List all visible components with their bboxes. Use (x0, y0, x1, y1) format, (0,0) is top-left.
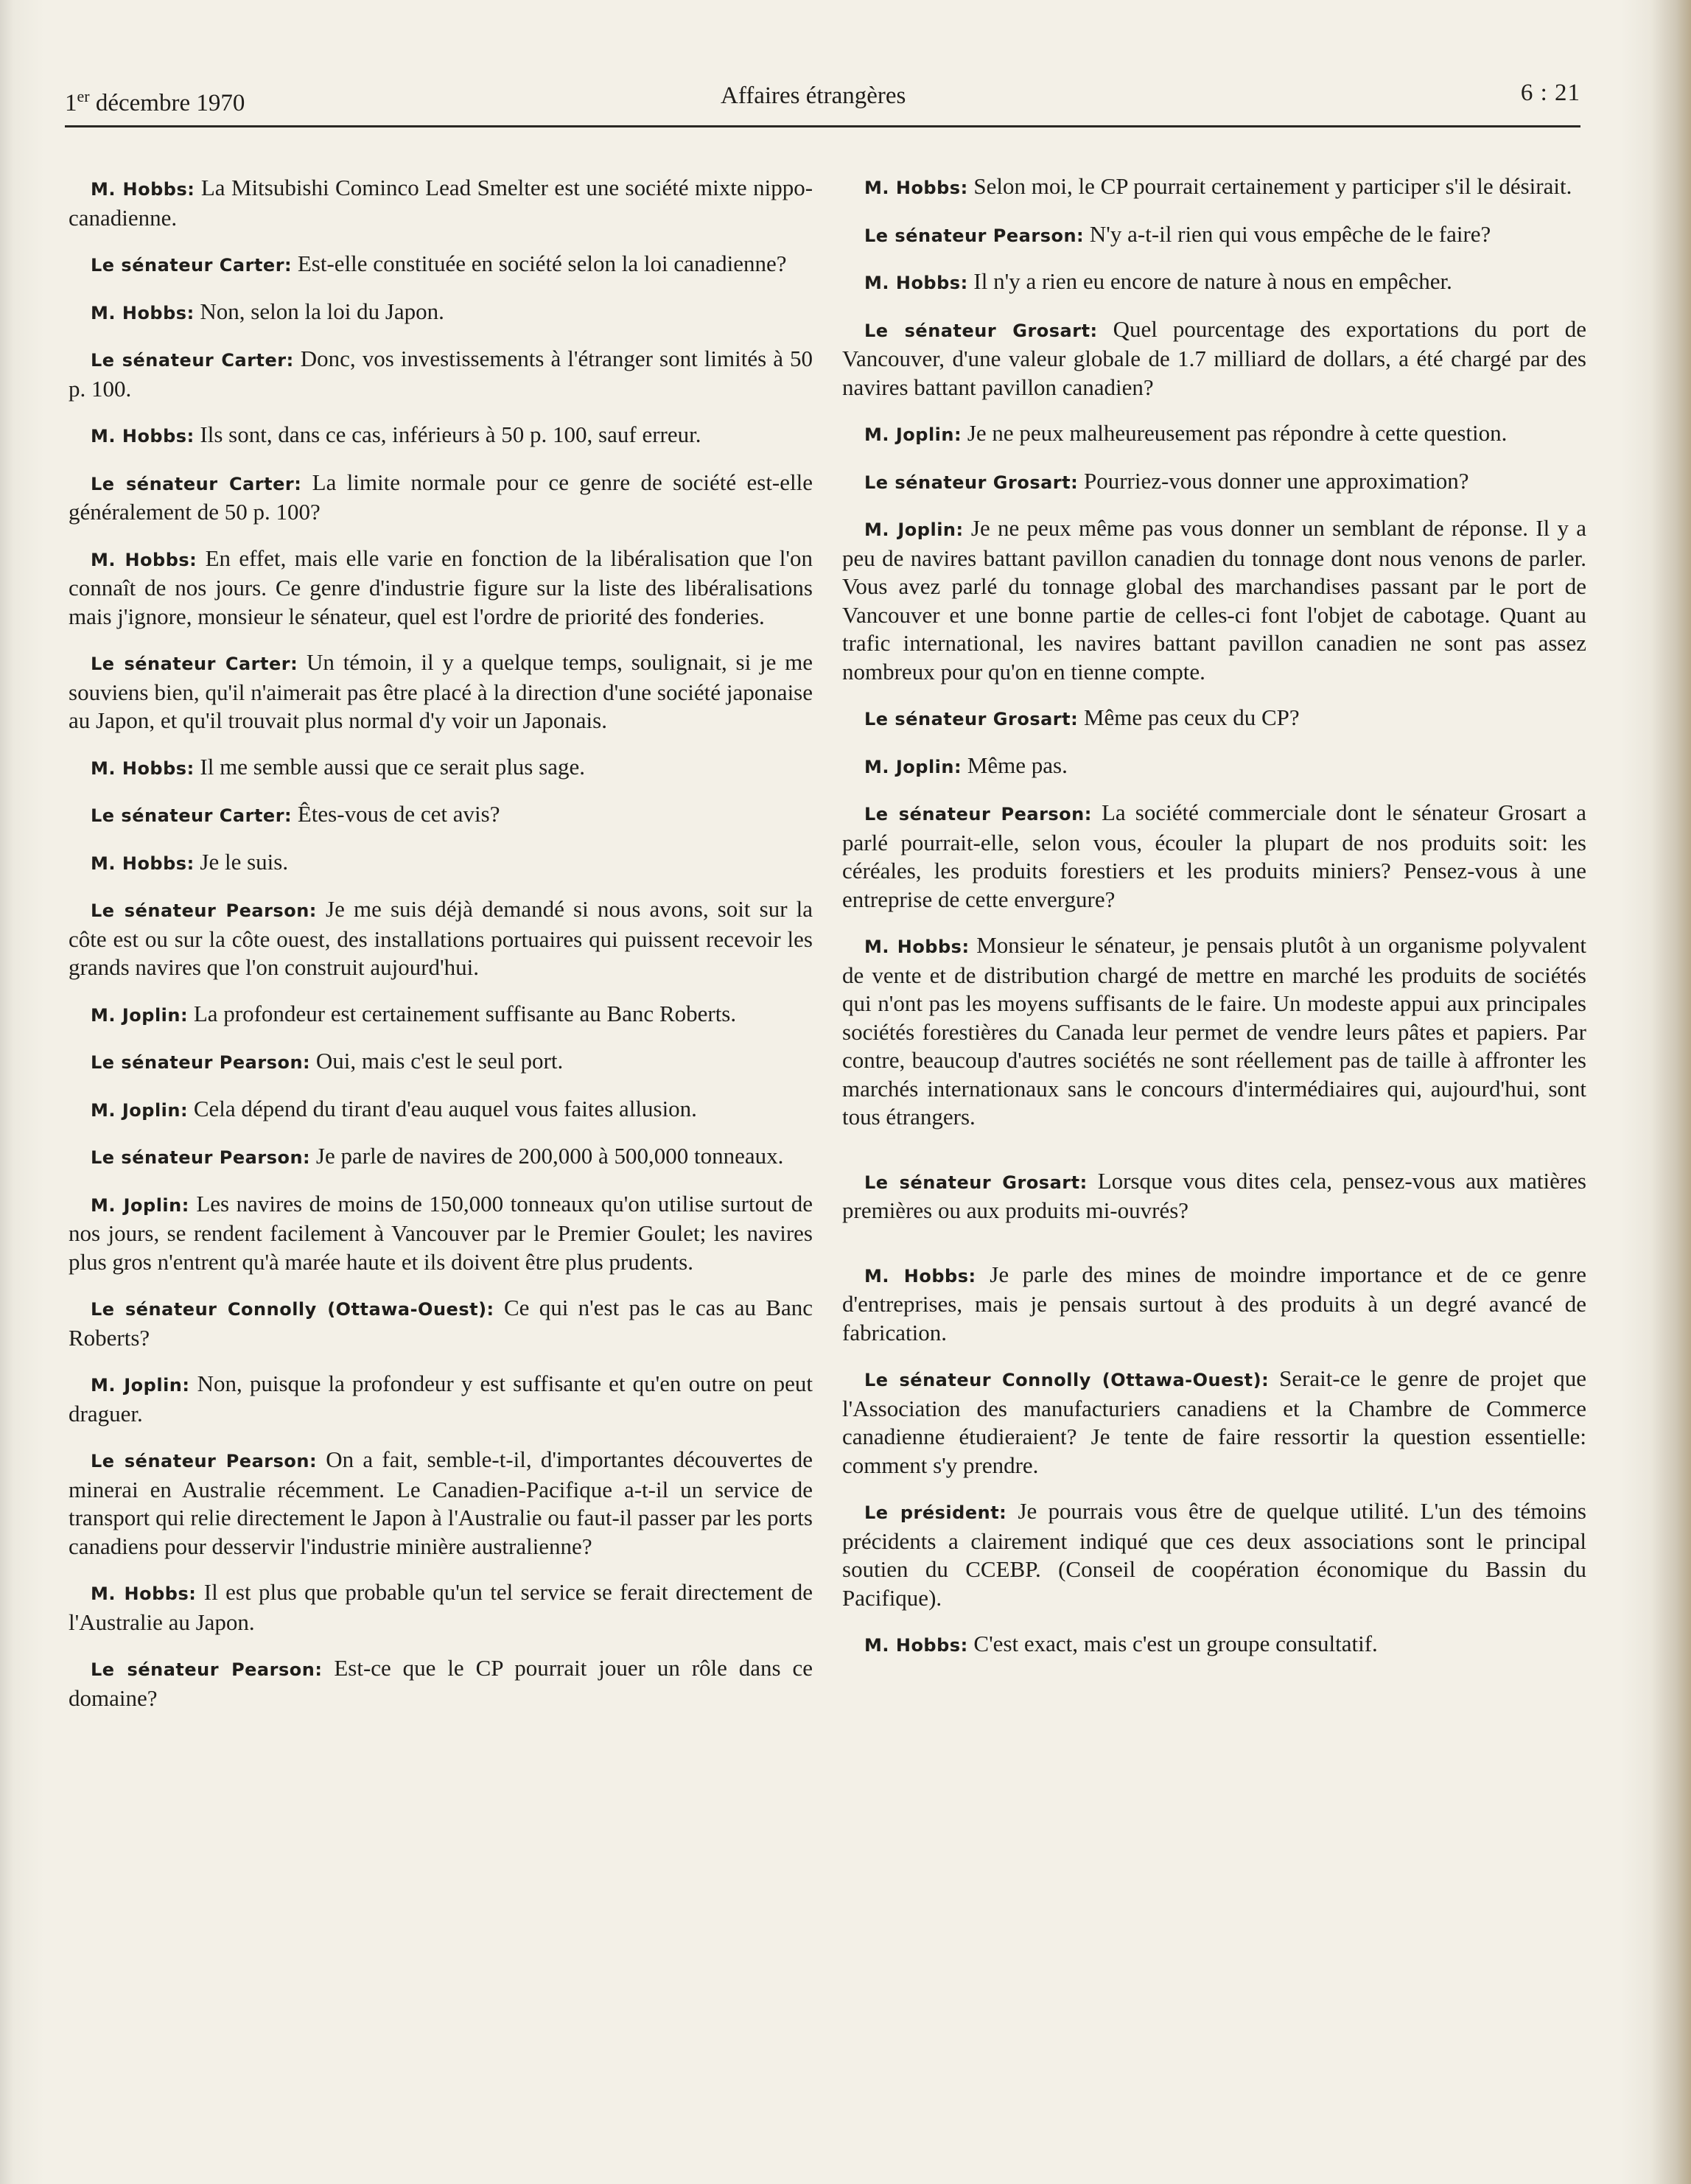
dialogue-paragraph: Le sénateur Pearson: Est-ce que le CP pourrait jouer un rôle dans ce domaine? (69, 1655, 813, 1711)
right-column (842, 172, 1586, 1678)
dialogue-paragraph: M. Hobbs: Il me semble aussi que ce serait plus sage. (91, 753, 585, 780)
dialogue-paragraph: M. Joplin: La profondeur est certainement suffisante au Banc Roberts. (91, 1000, 737, 1026)
dialogue-paragraph: Le sénateur Carter: Un témoin, il y a quelque temps, soulignait, si je me souviens bien, qu'il n'aimerait pas être placé à la direction d'une société japonaise au Japon, et qu'il trouvait plus normal d'y voir un Japonais. (69, 649, 813, 733)
dialogue-paragraph: M. Joplin: Même pas. (864, 752, 1068, 778)
dialogue-paragraph: M. Joplin: Je ne peux même pas vous donner un semblant de réponse. Il y a peu de navires battant pavillon canadien du tonnage dont nous venons de parler. Vous avez parlé du tonnage global des marchandises passant par le port de Vancouver et une bonne partie de celles-ci font l'objet de cabotage. Quant au trafic international, les navires battant pavillon canadien ne sont pas assez nombreux pour qu'on en tienne compte. (842, 515, 1587, 685)
dialogue-paragraph: Le sénateur Pearson: La société commerciale dont le sénateur Grosart a parlé pourrait-elle, selon vous, écouler la plupart de nos produits soit: les céréales, les produits forestiers et les produits miniers? Pensez-vous à une entreprise de cette envergure? (842, 799, 1587, 912)
left-column (69, 174, 813, 1730)
dialogue-paragraph: M. Hobbs: Monsieur le sénateur, je pensais plutôt à un organisme polyvalent de vente et de distribution chargé de mettre en marché les produits de sociétés qui n'ont pas les moyens suffisants de le faire. Un modeste appui aux principales sociétés forestières du Canada leur permet de vendre leurs pâtes et papiers. Par contre, beaucoup d'autres sociétés ne sont réellement pas de taille à affronter les marchés internationaux sans le concours d'intermédiaires qui, aujourd'hui, sont tous étrangers. (842, 932, 1587, 1130)
dialogue-paragraph: Le sénateur Carter: La limite normale pour ce genre de société est-elle généralement de 50 p. 100? (69, 469, 813, 525)
dialogue-paragraph: Le sénateur Connolly (Ottawa-Ouest): Serait-ce le genre de projet que l'Association des manufacturiers canadiens et la Chambre de Commerce canadienne étudieraient? Je tente de faire ressortir la question essentielle: comment s'y prendre. (842, 1365, 1586, 1478)
dialogue-paragraph: M. Hobbs: Il n'y a rien eu encore de nature à nous en empêcher. (864, 268, 1452, 294)
dialogue-paragraph: Le sénateur Pearson: Je parle de navires de 200,000 à 500,000 tonneaux. (91, 1143, 784, 1169)
dialogue-paragraph: M. Joplin: Cela dépend du tirant d'eau auquel vous faites allusion. (91, 1095, 697, 1121)
dialogue-paragraph: M. Joplin: Je ne peux malheureusement pas répondre à cette question. (864, 420, 1508, 446)
page-header (65, 80, 1580, 124)
dialogue-paragraph: M. Hobbs: Ils sont, dans ce cas, inférieurs à 50 p. 100, sauf erreur. (91, 421, 701, 447)
dialogue-paragraph: Le sénateur Carter: Donc, vos investissements à l'étranger sont limités à 50 p. 100. (69, 346, 813, 402)
dialogue-paragraph: M. Joplin: Les navires de moins de 150,000 tonneaux qu'on utilise surtout de nos jours, se rendent facilement à Vancouver par le Premier Goulet; les navires plus gros n'entrent qu'à marée haute et ils doivent être plus prudents. (69, 1190, 813, 1275)
dialogue-paragraph: Le sénateur Grosart: Quel pourcentage des exportations du port de Vancouver, d'une valeur globale de 1.7 milliard de dollars, a été chargé par des navires battant pavillon canadien? (842, 315, 1587, 400)
dialogue-paragraph: Le sénateur Carter: Est-elle constituée en société selon la loi canadienne? (91, 251, 787, 276)
dialogue-paragraph: Le sénateur Carter: Êtes-vous de cet avis? (91, 801, 500, 827)
dialogue-paragraph: M. Hobbs: La Mitsubishi Cominco Lead Smelter est une société mixte nippo-canadienne. (69, 175, 813, 231)
dialogue-paragraph: M. Hobbs: Je parle des mines de moindre importance et de ce genre d'entreprises, mais je pensais surtout à des produits à un degré avancé de fabrication. (842, 1261, 1587, 1345)
dialogue-paragraph: M. Hobbs: En effet, mais elle varie en fonction de la libéralisation que l'on connaît de nos jours. Ce genre d'industrie figure sur la liste des libéralisations mais j'ignore, monsieur le sénateur, quel est l'ordre de priorité des fonderies. (69, 545, 813, 629)
dialogue-paragraph: M. Hobbs: Je le suis. (91, 848, 289, 875)
dialogue-paragraph: M. Hobbs: C'est exact, mais c'est un groupe consultatif. (864, 1631, 1378, 1656)
dialogue-paragraph: M. Hobbs: Non, selon la loi du Japon. (91, 298, 444, 324)
dialogue-paragraph: Le sénateur Pearson: N'y a-t-il rien qui vous empêche de le faire? (864, 220, 1491, 247)
dialogue-paragraph: Le sénateur Grosart: Pourriez-vous donner une approximation? (864, 467, 1469, 494)
dialogue-paragraph: Le sénateur Grosart: Lorsque vous dites cela, pensez-vous aux matières premières ou aux produits mi-ouvrés? (842, 1167, 1586, 1223)
dialogue-paragraph: Le sénateur Pearson: Oui, mais c'est le seul port. (91, 1048, 564, 1074)
header-date: 1er décembre 1970 (65, 87, 245, 116)
header-title: Affaires étrangères (721, 83, 906, 109)
dialogue-paragraph: Le président: Je pourrais vous être de quelque utilité. L'un des témoins précidents a clairement indiqué que ces deux associations sont le principal soutien du CCEBP. (Conseil de coopération économique du Bassin du Pacifique). (842, 1498, 1586, 1611)
dialogue-paragraph: Le sénateur Connolly (Ottawa-Ouest): Ce qui n'est pas le cas au Banc Roberts? (69, 1295, 813, 1351)
dialogue-paragraph: M. Hobbs: Selon moi, le CP pourrait certainement y participer s'il le désirait. (864, 173, 1572, 199)
dialogue-paragraph: Le sénateur Pearson: Je me suis déjà demandé si nous avons, soit sur la côte est ou sur la côte ouest, des installations portuaires qui puissent recevoir les grands navires que l'on construit aujourd'hui. (69, 896, 813, 980)
header-rule (65, 125, 1580, 127)
dialogue-paragraph: M. Hobbs: Il est plus que probable qu'un tel service se ferait directement de l'Australie au Japon. (69, 1579, 813, 1635)
dialogue-paragraph: Le sénateur Pearson: On a fait, semble-t-il, d'importantes découvertes de minerai en Australie récemment. Le Canadien-Pacifique a-t-il un service de transport qui relie directement le Japon à l'Australie ou faut-il passer par les ports canadiens pour desservir l'industrie minière australienne? (69, 1446, 813, 1559)
dialogue-paragraph: Le sénateur Grosart: Même pas ceux du CP? (864, 704, 1300, 730)
header-page-number: 6 : 21 (1520, 80, 1580, 106)
dialogue-paragraph: M. Joplin: Non, puisque la profondeur y est suffisante et qu'en outre on peut draguer. (69, 1371, 813, 1427)
